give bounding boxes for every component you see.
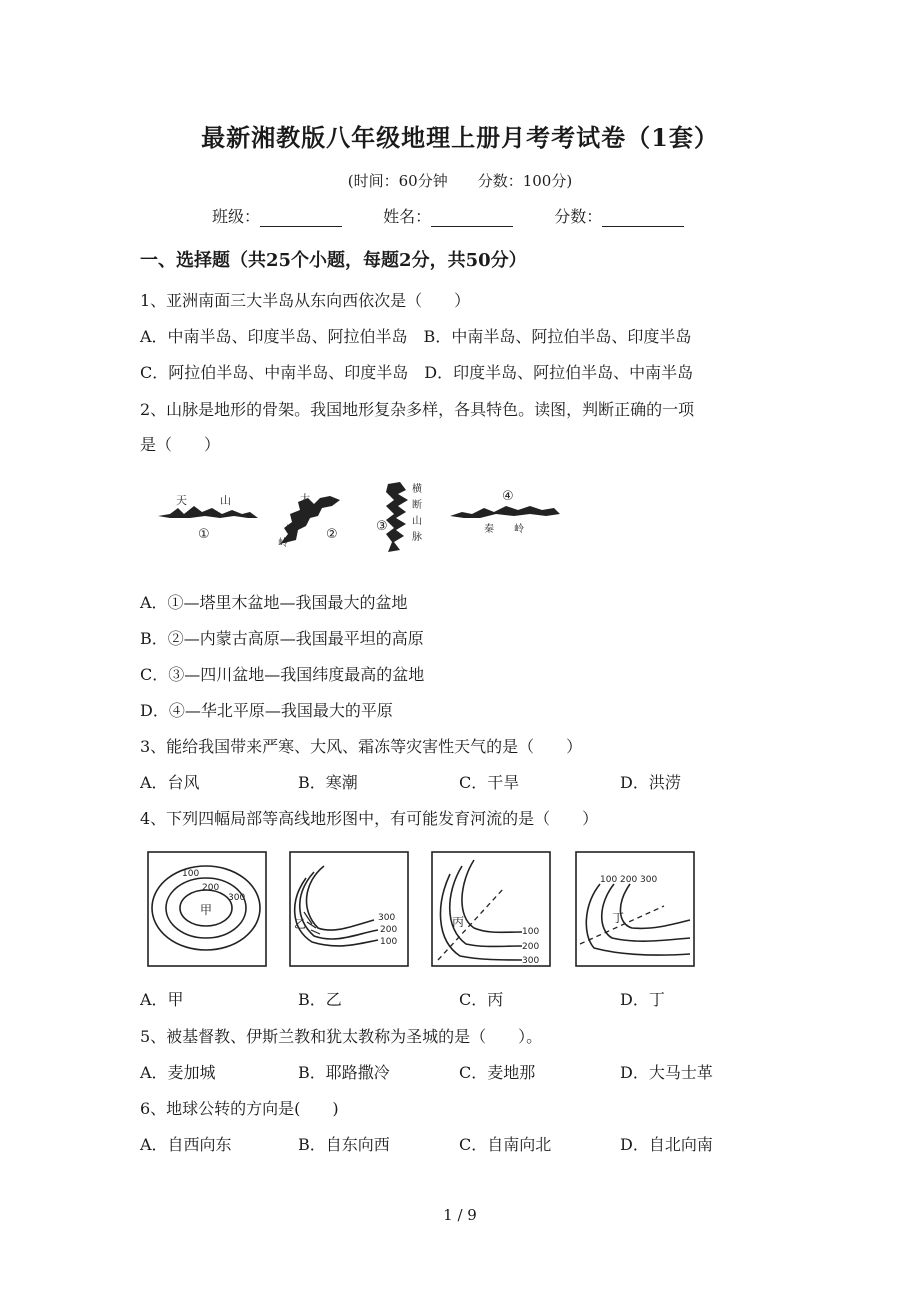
q2-option-d: D．④—华北平原—我国最大的平原 — [140, 701, 393, 720]
bing-200: 200 — [522, 942, 540, 952]
score-label: 分数： — [554, 207, 603, 226]
m4-label-a: 秦 — [484, 524, 494, 535]
m3-label-a: 横 — [412, 484, 422, 495]
jia-200: 200 — [202, 883, 220, 893]
q3-stem: 3、能给我国带来严寒、大风、霜冻等灾害性天气的是（ ） — [140, 737, 583, 756]
q6-option-b: B．自东向西 — [298, 1135, 390, 1154]
name-blank[interactable] — [431, 210, 513, 227]
yi-200: 200 — [380, 925, 398, 935]
section-heading: 一、选择题（共25个小题，每题2分，共50分） — [140, 250, 527, 271]
q1-stem: 1、亚洲南面三大半岛从东向西依次是（ ） — [140, 291, 471, 310]
m2-label-a: 大 — [300, 494, 310, 505]
ding-label: 丁 — [612, 911, 625, 925]
m2-number: ② — [326, 527, 338, 542]
contour-map-bing — [432, 852, 550, 966]
m1-number: ① — [198, 527, 210, 542]
mountain-qinling — [450, 489, 560, 535]
score-blank[interactable] — [602, 210, 684, 227]
m1-label-b: 山 — [220, 494, 231, 507]
exam-title: 最新湘教版八年级地理上册月考考试卷（1套） — [201, 123, 719, 152]
ding-100: 100 — [600, 875, 618, 885]
bing-300: 300 — [522, 956, 540, 966]
yi-300: 300 — [378, 913, 396, 923]
jia-label: 甲 — [200, 903, 213, 917]
q5-stem: 5、被基督教、伊斯兰教和犹太教称为圣城的是（ ）。 — [140, 1027, 543, 1046]
q2-option-b: B．②—内蒙古高原—我国最平坦的高原 — [140, 629, 424, 648]
m1-label-a: 天 — [176, 494, 187, 507]
name-label: 姓名： — [383, 207, 432, 226]
q3-option-d: D．洪涝 — [620, 773, 681, 792]
yi-label: 乙 — [294, 917, 307, 931]
q4-option-a: A．甲 — [140, 990, 184, 1009]
contour-map-ding — [576, 852, 694, 966]
mountain-tianshan — [158, 494, 258, 542]
m2-label-c: 安 — [286, 524, 296, 535]
q5-option-b: B．耶路撒冷 — [298, 1063, 390, 1082]
q4-option-c: C．丙 — [459, 990, 504, 1009]
q3-option-b: B．寒潮 — [298, 773, 358, 792]
q4-stem: 4、下列四幅局部等高线地形图中，有可能发育河流的是（ ） — [140, 809, 599, 828]
q6-option-d: D．自北向南 — [620, 1135, 713, 1154]
m3-number: ③ — [376, 519, 388, 534]
q4-option-b: B．乙 — [298, 990, 342, 1009]
q4-option-d: D．丁 — [620, 990, 665, 1009]
mountain-figure — [150, 478, 570, 558]
q2-stem-line2: 是（ ） — [140, 435, 221, 454]
m2-label-b: 兴 — [302, 508, 312, 519]
q5-option-a: A．麦加城 — [140, 1063, 216, 1082]
mountain-hengduan — [376, 482, 422, 552]
q2-option-c: C．③—四川盆地—我国纬度最高的盆地 — [140, 665, 425, 684]
bing-100: 100 — [522, 927, 540, 937]
q2-stem-line1: 2、山脉是地形的骨架。我国地形复杂多样，各具特色。读图，判断正确的一项 — [140, 400, 695, 419]
exam-meta: (时间：60分钟 分数：100分) — [347, 172, 573, 190]
m3-label-b: 断 — [412, 500, 422, 511]
jia-300: 300 — [228, 893, 246, 903]
jia-100: 100 — [182, 869, 200, 879]
bing-label: 丙 — [452, 915, 465, 929]
mountain-daxinganling — [278, 492, 340, 549]
page-number: 1 / 9 — [443, 1206, 477, 1224]
m4-label-b: 岭 — [514, 524, 524, 535]
q2-option-a: A．①—塔里木盆地—我国最大的盆地 — [140, 593, 408, 612]
ding-300: 300 — [640, 875, 658, 885]
info-fields — [212, 204, 720, 227]
contour-map-jia — [148, 852, 266, 966]
q6-option-a: A．自西向东 — [140, 1135, 232, 1154]
contour-map-yi — [290, 852, 408, 966]
class-label: 班级： — [212, 207, 261, 226]
q6-stem: 6、地球公转的方向是( ) — [140, 1099, 339, 1118]
m4-number: ④ — [502, 489, 514, 504]
q3-option-a: A．台风 — [140, 773, 200, 792]
q3-option-c: C．干旱 — [459, 773, 520, 792]
class-blank[interactable] — [260, 210, 342, 227]
m2-label-d: 岭 — [278, 538, 288, 549]
m3-label-c: 山 — [412, 516, 422, 527]
q1-options-cd: C．阿拉伯半岛、中南半岛、印度半岛 D．印度半岛、阿拉伯半岛、中南半岛 — [140, 363, 694, 382]
yi-100: 100 — [380, 937, 398, 947]
q5-option-c: C．麦地那 — [459, 1063, 536, 1082]
q6-option-c: C．自南向北 — [459, 1135, 552, 1154]
ding-200: 200 — [620, 875, 638, 885]
q1-options-ab: A．中南半岛、印度半岛、阿拉伯半岛 B．中南半岛、阿拉伯半岛、印度半岛 — [140, 327, 692, 346]
m3-label-d: 脉 — [412, 532, 422, 543]
contour-figure — [144, 848, 704, 972]
q5-option-d: D．大马士革 — [620, 1063, 713, 1082]
